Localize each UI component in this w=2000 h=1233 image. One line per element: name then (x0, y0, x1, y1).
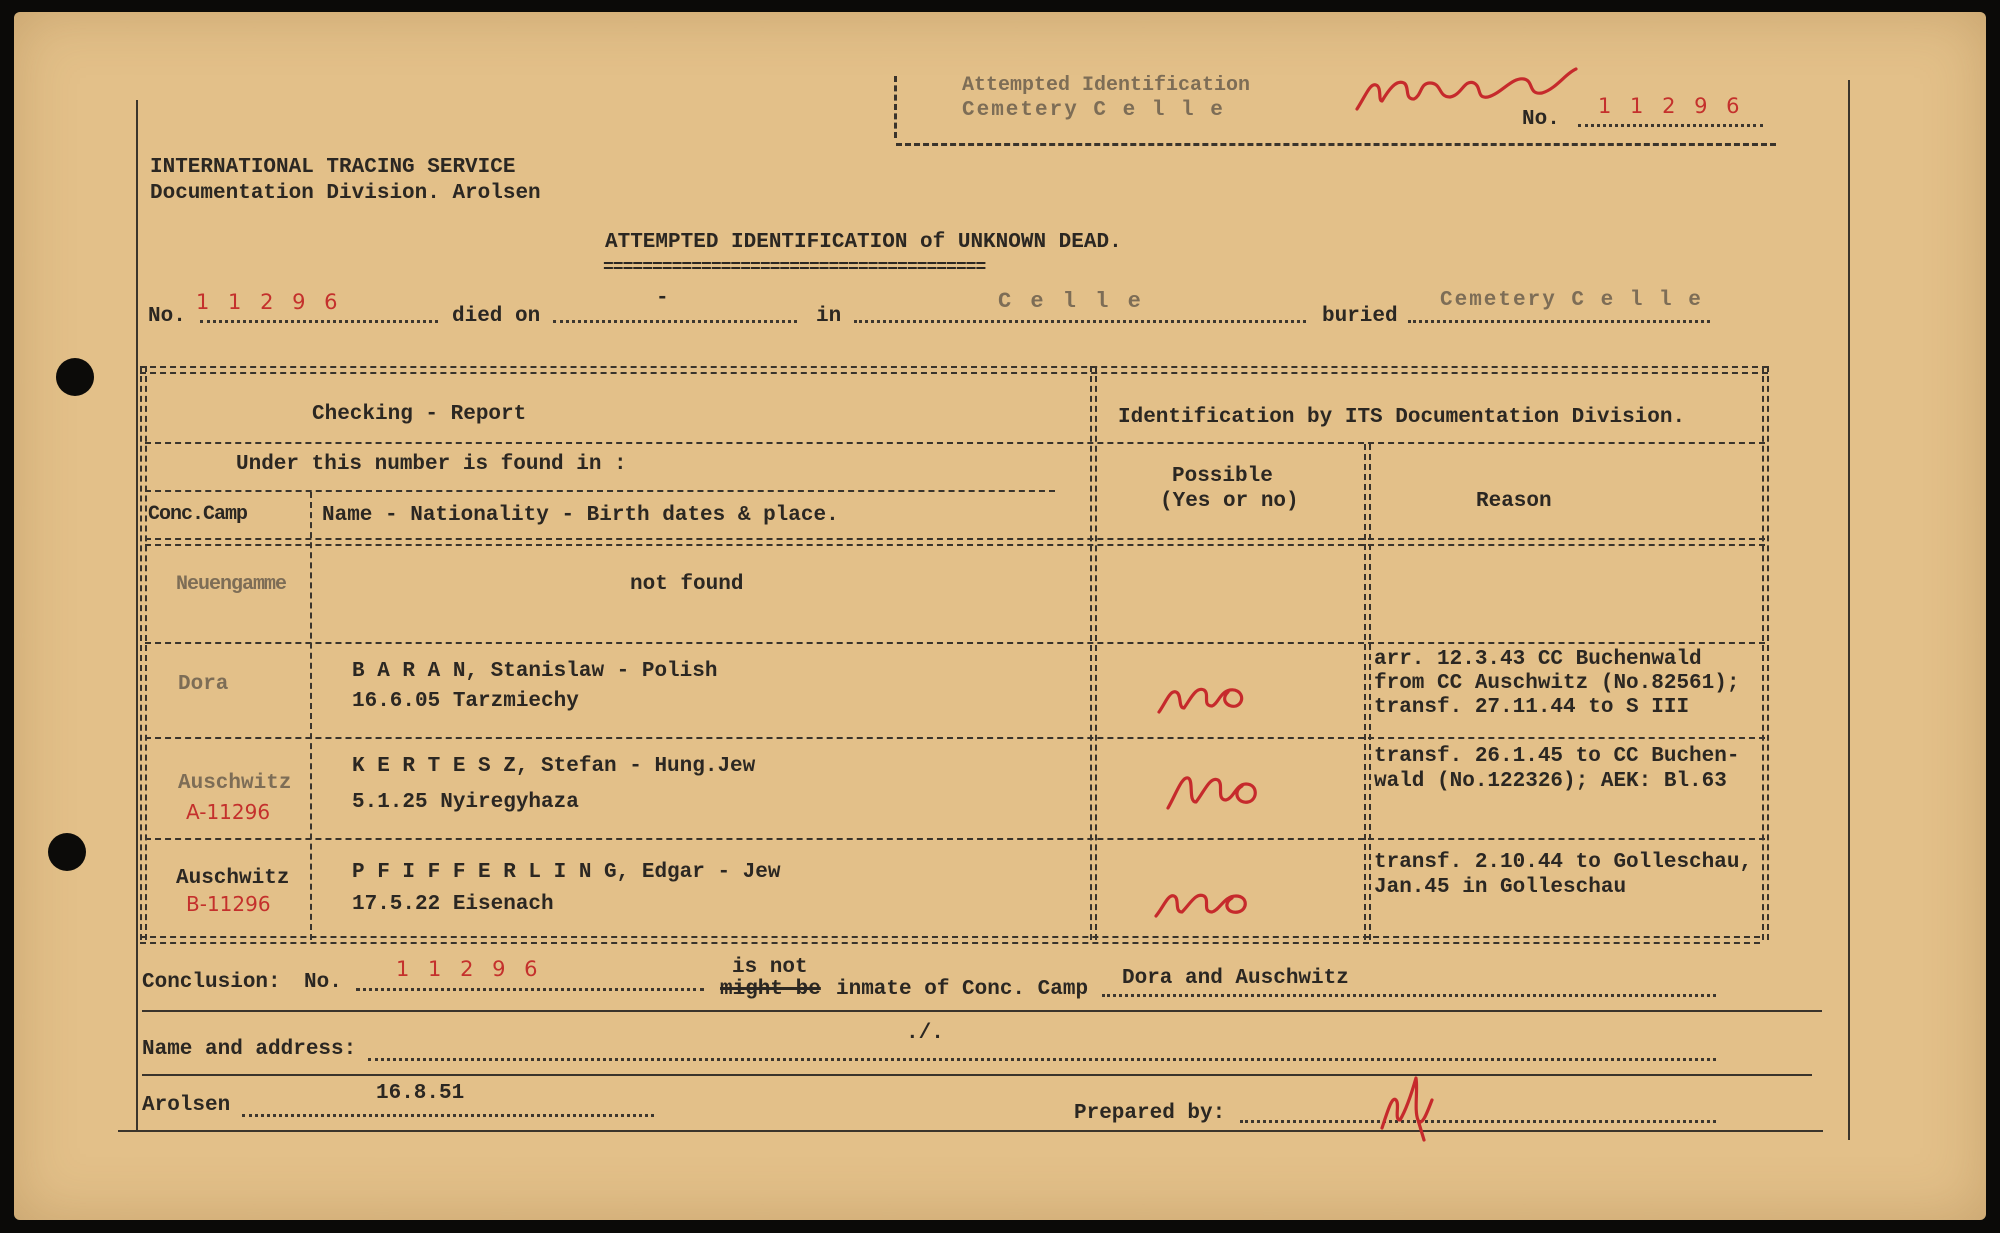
header-double-line (145, 538, 1765, 546)
table-row-1-birth: 16.6.05 Tarzmiechy (352, 690, 579, 713)
arolsen-date: 16.8.51 (376, 1082, 465, 1105)
table-right-line (1762, 366, 1769, 940)
left-border-line (136, 100, 138, 1130)
name-address-label: Name and address: (142, 1038, 357, 1061)
stamp-left-line (894, 76, 897, 138)
table-row-0-camp: Neuengamme (176, 573, 287, 596)
arolsen-label: Arolsen (142, 1094, 231, 1117)
table-row-2-reason-1: transf. 26.1.45 to CC Buchen- (1374, 745, 1740, 768)
table-row-1-possible-no (1156, 668, 1252, 718)
prepared-by-signature (1378, 1070, 1442, 1142)
row-line-2 (145, 737, 1765, 739)
conclusion-inmate-text: inmate of Conc. Camp (836, 978, 1089, 1001)
col-camp-header: Conc.Camp (148, 503, 248, 526)
conclusion-camps-dots (1102, 994, 1716, 997)
table-row-1-reason-2: from CC Auschwitz (No.82561); (1374, 672, 1740, 695)
table-top-line (140, 366, 1768, 374)
in-label: in (816, 305, 842, 328)
col-possible-header-1: Possible (1172, 465, 1273, 488)
prepared-by-label: Prepared by: (1074, 1102, 1226, 1125)
died-label: died on (452, 305, 541, 328)
document-title: ATTEMPTED IDENTIFICATION of UNKNOWN DEAD. (605, 231, 1122, 254)
conclusion-no-value: 1 1 2 9 6 (396, 957, 544, 981)
conclusion-struck-might-be: might be (720, 978, 821, 1001)
table-row-1-reason-1: arr. 12.3.43 CC Buchenwald (1374, 648, 1702, 671)
table-row-3-camp-no: B-11296 (186, 892, 271, 916)
handwritten-none (1352, 55, 1582, 115)
stamp-no-value: 1 1 2 9 6 (1598, 94, 1746, 118)
table-row-2-birth: 5.1.25 Nyiregyhaza (352, 791, 579, 814)
table-center-divider (1090, 366, 1097, 940)
record-no-label: No. (148, 305, 186, 328)
document-title-underline: ======================================= (603, 258, 986, 278)
table-row-2-camp-no: A-11296 (186, 800, 271, 824)
buried-label: buried (1322, 305, 1398, 328)
stamp-no-dots (1578, 124, 1763, 127)
org-line-2: Documentation Division. Arolsen (150, 182, 541, 205)
conclusion-no-label: No. (304, 971, 342, 994)
col-reason-header: Reason (1476, 490, 1552, 513)
table-row-2-name: K E R T E S Z, Stefan - Hung.Jew (352, 755, 756, 778)
identification-header: Identification by ITS Documentation Division. (1118, 406, 1686, 429)
conclusion-is-not: is not (732, 956, 808, 979)
died-value: - (656, 287, 669, 310)
stamp-cemetery: Cemetery C e l l e (962, 99, 1225, 122)
table-row-0-name: not found (630, 573, 744, 596)
stamp-no-label: No. (1522, 108, 1560, 131)
buried-dots (1408, 320, 1710, 323)
buried-value: Cemetery C e l l e (1440, 289, 1703, 312)
org-line-1: INTERNATIONAL TRACING SERVICE (150, 156, 516, 179)
conclusion-camps: Dora and Auschwitz (1122, 967, 1349, 990)
table-row-3-possible-no (1152, 876, 1254, 922)
table-row-2-possible-no (1164, 762, 1264, 812)
in-dots (854, 320, 1306, 323)
name-address-value: ./. (906, 1022, 944, 1045)
conclusion-no-dots (356, 988, 704, 991)
row-line-1 (145, 642, 1765, 644)
line-under-found-in (145, 490, 1055, 492)
col-possible-header-2: (Yes or no) (1160, 490, 1299, 513)
right-border-line (1848, 80, 1850, 1140)
table-left-line (140, 366, 147, 940)
stamp-bottom-line (896, 143, 1776, 146)
checking-report-header: Checking - Report (312, 403, 527, 426)
punch-hole-top (56, 358, 94, 396)
arolsen-dots (242, 1114, 654, 1117)
col-name-header: Name - Nationality - Birth dates & place. (322, 504, 839, 527)
table-possible-reason-divider (1364, 444, 1371, 940)
punch-hole-bottom (48, 833, 86, 871)
table-row-1-reason-3: transf. 27.11.44 to S III (1374, 696, 1690, 719)
found-in-header: Under this number is found in : (236, 453, 627, 476)
name-address-dots (368, 1058, 1716, 1061)
table-row-3-reason-1: transf. 2.10.44 to Golleschau, (1374, 851, 1753, 874)
stamp-title: Attempted Identification (962, 74, 1251, 97)
table-row-1-camp: Dora (178, 673, 229, 696)
conclusion-label: Conclusion: (142, 971, 281, 994)
table-row-3-name: P F I F F E R L I N G, Edgar - Jew (352, 861, 781, 884)
record-no-value: 1 1 2 9 6 (196, 290, 344, 314)
table-row-3-reason-2: Jan.45 in Golleschau (1374, 876, 1627, 899)
table-camp-name-divider (310, 492, 312, 940)
table-row-2-camp: Auschwitz (178, 772, 292, 795)
in-value: C e l l e (998, 289, 1144, 314)
table-row-3-camp: Auschwitz (176, 867, 290, 890)
table-row-3-birth: 17.5.22 Eisenach (352, 893, 554, 916)
bottom-border-line (118, 1130, 1823, 1132)
record-no-dots (200, 320, 438, 323)
prepared-by-dots (1240, 1120, 1716, 1123)
died-dots (553, 320, 797, 323)
table-row-2-reason-2: wald (No.122326); AEK: Bl.63 (1374, 770, 1727, 793)
table-row-1-name: B A R A N, Stanislaw - Polish (352, 660, 718, 683)
row-line-3 (145, 838, 1765, 840)
line-under-checking-report (145, 442, 1765, 444)
table-bottom-line (140, 936, 1760, 944)
name-address-separator (142, 1074, 1812, 1076)
conclusion-separator (142, 1010, 1822, 1012)
